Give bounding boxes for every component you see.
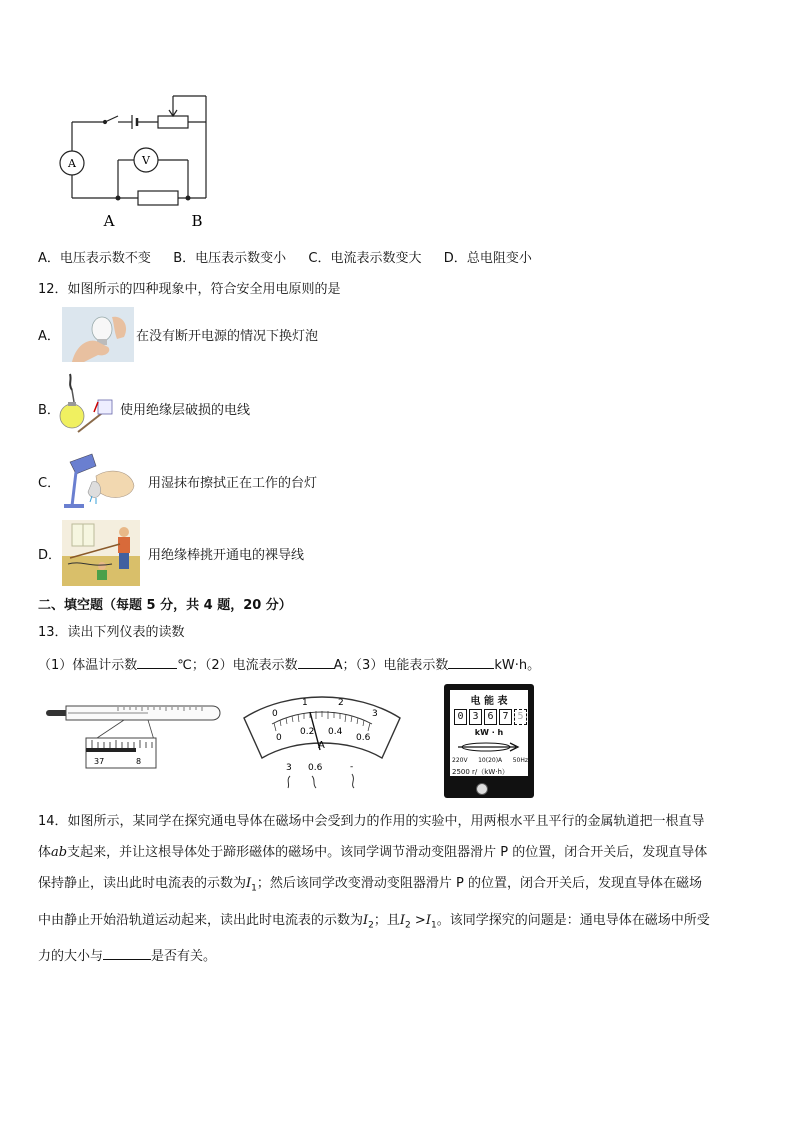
- thermometer-blank[interactable]: [137, 655, 177, 669]
- circuit-diagram: [50, 88, 220, 233]
- terminal-minus: -: [350, 762, 354, 772]
- option-text: 在没有断开电源的情况下换灯泡: [136, 329, 319, 344]
- q13-stem: 13．读出下列仪表的读数: [38, 625, 185, 640]
- voltmeter-symbol: V: [142, 154, 150, 167]
- ammeter-top-1: 1: [302, 698, 308, 708]
- point-a-label: A: [103, 212, 115, 230]
- meter-title: 电 能 表: [470, 696, 508, 707]
- q11-option-d[interactable]: D．总电阻变小: [443, 251, 532, 266]
- thermometer-image: [44, 700, 224, 778]
- q12-option-b[interactable]: [38, 372, 250, 444]
- option-letter: B．: [38, 402, 60, 418]
- meter-unit: kW · h: [474, 728, 504, 737]
- meter-digit: 6: [484, 709, 497, 725]
- ammeter-bottom-0.4: 0.4: [328, 727, 343, 737]
- ammeter-top-3: 3: [372, 709, 378, 719]
- q13-blanks-line: （1）体温计示数 ℃；（2）电流表示数 A；（3）电能表示数 kW·h。: [38, 655, 540, 675]
- q11-option-b[interactable]: B．电压表示数变小: [173, 251, 287, 266]
- meter-constant: 2500 r/（kW·h）: [452, 768, 509, 776]
- option-letter: C．: [38, 475, 61, 491]
- meter-digit-decimal: 5: [514, 709, 527, 725]
- meter-specs: 220V 10(20)A 50Hz: [452, 757, 528, 764]
- energy-meter: [444, 684, 534, 798]
- meter-digit: 3: [469, 709, 482, 725]
- meter-digit: 0: [454, 709, 467, 725]
- ammeter-blank[interactable]: [298, 655, 334, 669]
- option-text: 用湿抹布擦拭正在工作的台灯: [148, 475, 318, 491]
- insulating-rod-image: [62, 520, 140, 586]
- terminal-3: 3: [286, 763, 292, 773]
- ammeter-symbol: A: [68, 157, 76, 170]
- damaged-wire-image: [58, 372, 118, 444]
- thermo-tick-8: 8: [136, 757, 142, 766]
- ammeter-bottom-0.2: 0.2: [300, 727, 315, 737]
- option-letter: D．: [38, 547, 62, 563]
- q11-options: [38, 250, 532, 268]
- section-title: 二、填空题（每题 5 分，共 4 题，20 分）: [38, 598, 292, 613]
- q11-option-c[interactable]: C．电流表示数变大: [308, 251, 422, 266]
- meter-screw-icon: [476, 783, 488, 795]
- ammeter-top-2: 2: [338, 698, 344, 708]
- option-text: 用绝缘棒挑开通电的裸导线: [148, 547, 305, 563]
- ammeter-bottom-0.6: 0.6: [356, 733, 371, 743]
- q11-option-a[interactable]: A．电压表示数不变: [38, 251, 151, 266]
- point-b-label: B: [191, 212, 203, 230]
- option-letter: A．: [38, 329, 60, 344]
- q14-blank[interactable]: [103, 946, 151, 960]
- ammeter-top-0: 0: [272, 709, 278, 719]
- q12-stem: 12．如图所示的四种现象中，符合安全用电原则的是: [38, 282, 341, 297]
- meter-digits: [454, 709, 527, 725]
- thermo-tick-37: 37: [94, 757, 105, 766]
- q12-option-d[interactable]: [38, 520, 304, 586]
- ammeter-bottom-0: 0: [276, 733, 282, 743]
- ammeter-image: [238, 690, 406, 790]
- meter-digit: 7: [499, 709, 512, 725]
- terminal-0.6: 0.6: [308, 763, 323, 773]
- bulb-change-image: [62, 307, 134, 362]
- ammeter-unit: A: [318, 740, 325, 751]
- q14-paragraph: 14．如图所示，某同学在探究通电导体在磁场中会受到力的作用的实验中，用两根水平且平行的金属轨道把一根直导 体ab支起来，并让这根导体处于蹄形磁体的磁场中。该同学调节滑动变阻器滑片 P 的位置，闭合开关后，发现直导体 保持静止，读出此时电流表的示数为$I_1$；然后该同学改变滑动变阻器滑片 P 的位置，闭合开关后，发现直导体在磁场 中由静止开始沿轨道运动起来，读出此时电流表的示数为$I_2$；且$I_2 >I_1$。该同学探究的问题是：通电导体在磁场中所受 力的大小与 是否有关。: [38, 814, 710, 965]
- meter-disc-icon: [452, 740, 526, 754]
- energy-meter-blank[interactable]: [448, 655, 494, 669]
- desk-lamp-image: [62, 452, 140, 510]
- option-text: 使用绝缘层破损的电线: [120, 402, 251, 418]
- q12-option-a[interactable]: [38, 307, 318, 362]
- q12-option-c[interactable]: [38, 452, 317, 510]
